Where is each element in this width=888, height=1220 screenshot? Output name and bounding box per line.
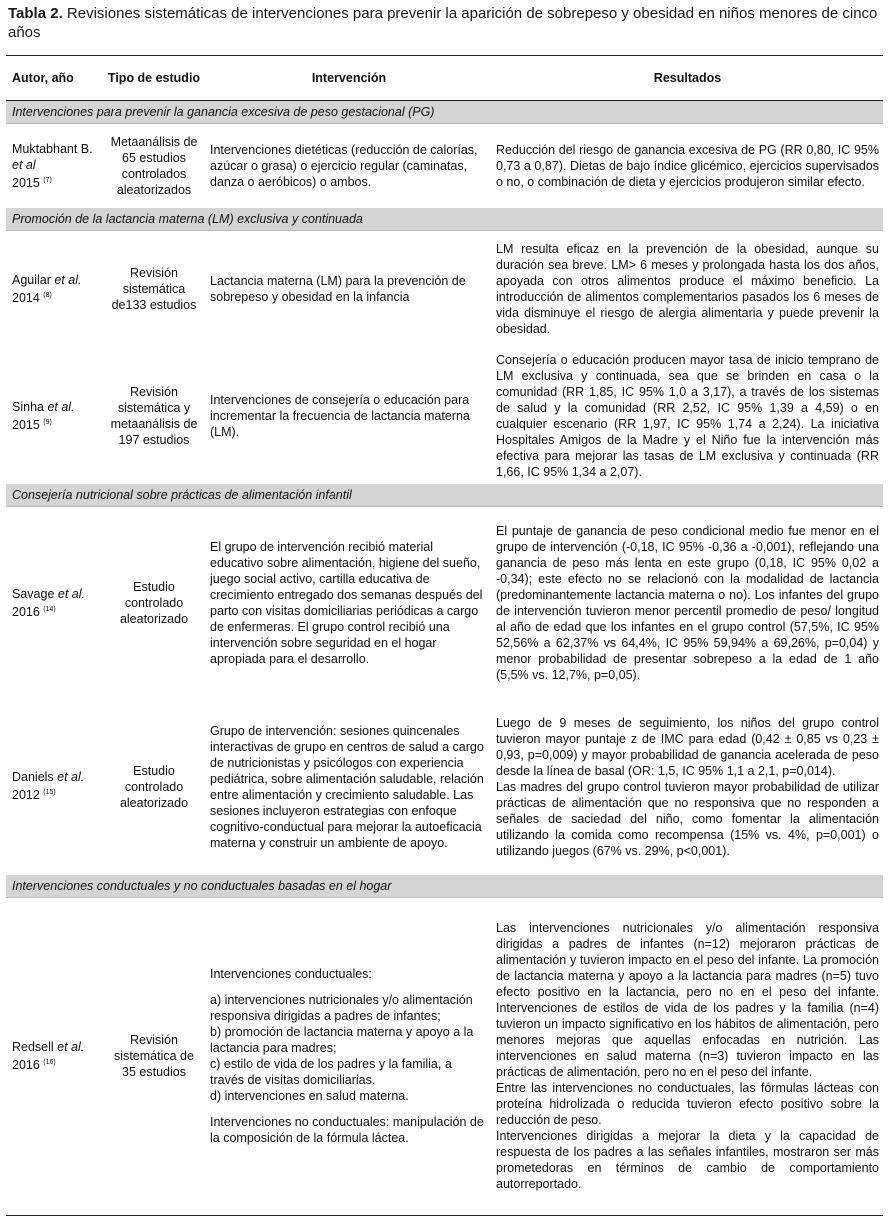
table-header-row [6,56,883,101]
author-cell [6,897,102,1215]
results-cell: LM resulta eficaz en la prevención de la obesidad, aunque su duración sea breve. LM> 6 meses y prolongada hasta los dos años, apoyada con otros alimentos produce el máximo beneficio. La introducción de alimentos complementarios pasados los 6 meses de vida disminuye el riesgo de alergia alimentaria y puede prevenir la obesidad. [496,242,879,337]
author-etal: et al. [50,273,82,288]
study-type-cell: Estudio controlado aleatorizado [119,763,189,810]
author-year: 2014 [12,291,40,306]
table-row [6,230,883,348]
reference-number: (14) [43,605,56,613]
section-row [6,208,883,231]
author-year: 2016 [12,604,40,619]
reference-number: (15) [43,789,56,797]
table-row [6,699,883,875]
results-cell [492,897,883,1215]
reference-number: (7) [43,176,52,184]
author-etal: et al [12,157,36,172]
author-name: Aguilar [12,273,51,288]
table-title: Revisiones sistemáticas de intervenciones para prevenir la aparición de sobrepeso y obesidad en niños menores de cinco años [8,5,878,41]
intervention-cell: Grupo de intervención: sesiones quincenales interactivas de grupo en centros de salud a cargo de nutricionistas y psicólogos con experiencia pediátrica, sobre alimentación saludable, relación entre alimentación y crecimiento saludable. Las sesiones incluyeron estrategias con enfoque cognitivo-conductual para mejorar la autoeficacia materna y construir un ambiente de apoyo. [210,723,484,850]
author-etal: et al. [43,399,75,414]
header-results: Resultados [492,56,883,101]
author-name: Redsell [12,1039,54,1054]
study-type-cell: Estudio controlado aleatorizado [119,579,189,626]
study-type-cell: Metaanálisis de 65 estudios controlados aleatorizados [110,134,198,197]
author-etal: et al. [53,1039,85,1054]
table-caption [8,4,882,42]
section-row [6,484,883,507]
intervention-heading: Intervenciones conductuales: [210,967,372,981]
reference-number: (16) [43,1058,56,1066]
results-paragraph: Luego de 9 meses de seguimiento, los niños del grupo control tuvieron mayor puntaje z de IMC para edad (0,42 ± 0,85 vs 0,23 ± 0,93, p=0,009) y mayor probabilidad de ganancia acelerada de peso desde la línea de basal (OR: 1,5, IC 95% 1,1 a 2,1, p=0,014). [496,715,879,778]
study-type-cell: Revisión sistemática y metaanálisis de 197 estudios [110,385,198,447]
section-row [6,875,883,898]
author-name: Muktabhant B. [12,141,93,156]
author-name: Sinha [12,399,44,414]
author-year: 2015 [12,175,40,190]
intervention-cell: Intervenciones de consejería o educación para incrementar la frecuencia de lactancia materna (LM). [210,393,470,439]
author-etal: et al. [54,586,85,601]
table-row [6,124,883,208]
author-cell [6,124,102,208]
table-label: Tabla 2. [8,5,63,22]
reviews-table [6,55,883,1216]
section-title: Consejería nutricional sobre prácticas de alimentación infantil [6,484,883,507]
header-intervention: Intervención [206,56,492,101]
results-cell [492,699,883,875]
results-paragraph: Las intervenciones nutricionales y/o alimentación responsiva dirigidas a padres de infantes (n=12) mejoraron prácticas de alimentación y tuvieron impacto en el peso del infante. La promoción de lactancia materna y apoyo a la lactancia para madres (n=5) tuvo efecto positivo en la lactancia, pero no en el peso del infante. Intervenciones de estilos de vida de los padres y la familia (n=4) tuvieron un impacto significativo en los hábitos de alimentación, pero menores mejoras que aquellas enfocadas en nutrición. Las intervenciones en salud materna (n=3) tuvieron impacto en las prácticas de alimentación, pero no en el peso del infante. [496,921,879,1079]
intervention-item: Intervenciones no conductuales: manipulación de la composición de la fórmula láctea. [210,1115,484,1145]
table-row [6,348,883,484]
table-row [6,897,883,1215]
section-title: Promoción de la lactancia materna (LM) exclusiva y continuada [6,208,883,231]
results-paragraph: Las madres del grupo control tuvieron mayor probabilidad de utilizar prácticas de alimentación que no responsiva que no responden a señales de saciedad del niño, como fomentar la alimentación utilizando la comida como recompensa (15% vs. 4%, p=0,001) o utilizando juegos (67% vs. 29%, p<0,001). [496,779,879,858]
author-name: Savage [12,586,55,601]
section-title: Intervenciones conductuales y no conductuales basadas en el hogar [6,875,883,898]
intervention-cell: Intervenciones dietéticas (reducción de calorías, azúcar o grasa) o ejercicio regular (caminatas, danza o aeróbicos) o ambos. [210,142,478,189]
author-cell [6,507,102,699]
author-name: Daniels [12,770,54,785]
header-type: Tipo de estudio [102,56,206,101]
author-cell [6,230,102,348]
header-author: Autor, año [6,56,102,101]
study-type-cell: Revisión sistemática de133 estudios [111,266,197,313]
author-etal: et al. [53,770,85,785]
author-cell [6,699,102,875]
reference-number: (8) [43,292,52,300]
intervention-item: c) estilo de vida de los padres y la familia, a través de visitas domiciliarias. [210,1057,452,1087]
author-year: 2015 [12,418,40,433]
reference-number: (9) [43,418,52,426]
intervention-cell: Lactancia materna (LM) para la prevención de sobrepeso y obesidad en la infancia [210,274,466,305]
results-paragraph: Entre las intervenciones no conductuales, las fórmulas lácteas con proteína hidrolizada o reducida tuvieron efecto positivo sobre la reducción de peso. [496,1081,879,1127]
results-paragraph: Intervenciones dirigidas a mejorar la dieta y la capacidad de respuesta de los padres a las señales infantiles, mostraron ser más prometedoras en términos de cambio de comportamiento autorreportado. [496,1129,879,1191]
section-title: Intervenciones para prevenir la ganancia excesiva de peso gestacional (PG) [6,101,883,124]
author-year: 2016 [12,1058,40,1073]
results-cell: El puntaje de ganancia de peso condicional medio fue menor en el grupo de intervención (-0,18, IC 95% -0,36 a -0,001), reflejando una ganancia de peso más lenta en este grupo (0,18, IC 95% 0,02 a -0,34); este efecto no se relacionó con la modalidad de lactancia (predominantemente lactancia materna o no). Los infantes del grupo de intervención tuvieron menor percentil promedio de peso/ longitud al año de edad que los infantes en el grupo control (57,5%, IC 95% 52,56% a 62,37% vs 64,4%, IC 95% 59,94% a 69,26%, p=0,04) y menor probabilidad de presentar sobrepeso a la edad de 1 año (5,5% vs. 12,7%, p=0,05). [496,523,879,682]
intervention-item: a) intervenciones nutricionales y/o alimentación responsiva dirigidas a padres de infantes; [210,993,473,1023]
intervention-cell: El grupo de intervención recibió material educativo sobre alimentación, higiene del sueño, juego social activo, cartilla educativa de crecimiento entregado dos semanas después del parto con visitas domiciliarias periódicas a cargo de enfermeras. El grupo control recibió una intervención sobre seguridad en el hogar apropiada para el desarrollo. [210,539,483,666]
results-cell: Reducción del riesgo de ganancia excesiva de PG (RR 0,80, IC 95% 0,73 a 0,87). Dietas de bajo índice glicémico, ejercicios supervisados o no, o combinación de dieta y ejercicios produjeron similar efecto. [496,142,879,189]
author-cell [6,348,102,484]
study-type-cell: Revisión sistemática de 35 estudios [102,897,206,1215]
table-row [6,507,883,699]
intervention-item: d) intervenciones en salud materna. [210,1089,409,1103]
intervention-item: b) promoción de lactancia materna y apoyo a la lactancia para madres; [210,1025,474,1055]
results-cell: Consejería o educación producen mayor tasa de inicio temprano de LM exclusiva y continuada, sea que se brinden en casa o la comunidad (RR 1,85, IC 95% 1,0 a 3,17), a través de los sistemas de salud y la comunidad (RR 2,52, IC 95% 1,39 a 4,59) o en cualquier escenario (RR 1,97, IC 95% 1,74 a 2,24). La iniciativa Hospitales Amigos de la Madre y el Niño fue la intervención más efectiva para mejorar las tasas de LM exclusiva y continuada (RR 1,66, IC 95% 1,34 a 2,07). [496,353,879,479]
section-row [6,101,883,124]
author-year: 2012 [12,788,40,803]
intervention-cell [206,897,492,1215]
